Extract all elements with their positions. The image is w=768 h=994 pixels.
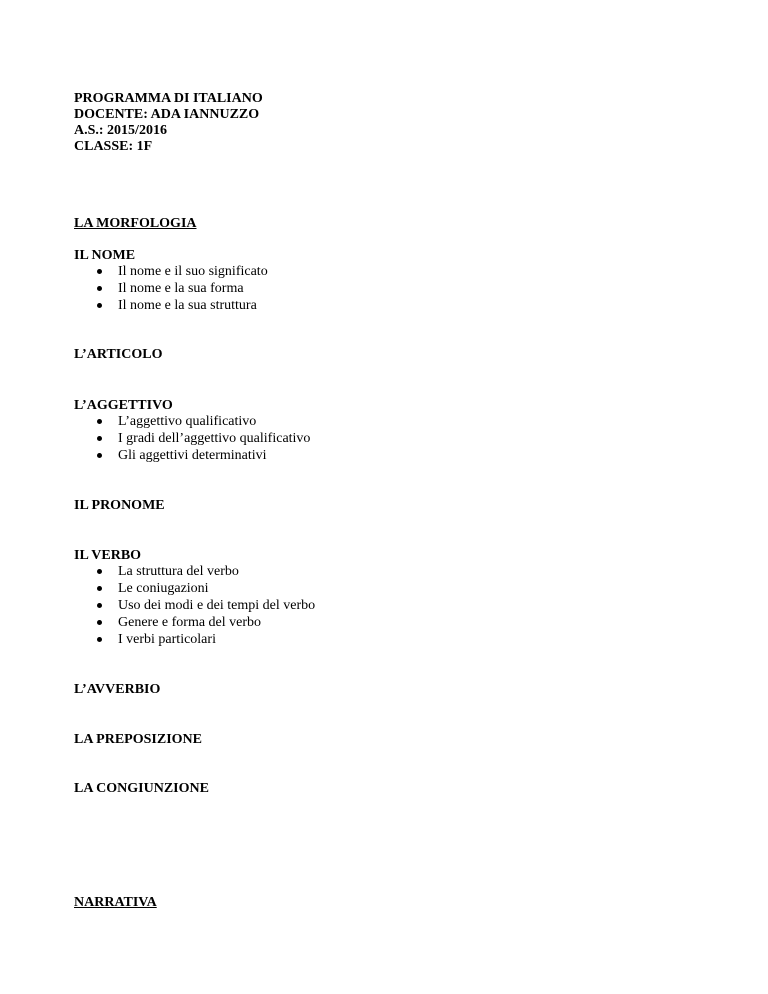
nome-list [90, 263, 268, 314]
bullet-icon [97, 637, 102, 642]
header-subject: PROGRAMMA DI ITALIANO [74, 91, 263, 106]
section-preposizione-title: LA PREPOSIZIONE [74, 732, 202, 747]
bullet-icon [97, 586, 102, 591]
bullet-icon [97, 269, 102, 274]
bullet-icon [97, 419, 102, 424]
list-item: I gradi dell’aggettivo qualificativo [90, 430, 310, 447]
header-teacher: DOCENTE: ADA IANNUZZO [74, 107, 260, 122]
bullet-icon [97, 569, 102, 574]
section-verbo-title: IL VERBO [74, 548, 142, 563]
list-item: Le coniugazioni [90, 580, 315, 597]
bullet-icon [97, 603, 102, 608]
section-morfologia-title: LA MORFOLOGIA [74, 216, 197, 231]
list-item: I verbi particolari [90, 631, 315, 648]
section-narrativa-title: NARRATIVA [74, 895, 157, 910]
list-item: L’aggettivo qualificativo [90, 413, 310, 430]
bullet-icon [97, 303, 102, 308]
header-school-year: A.S.: 2015/2016 [74, 123, 167, 138]
aggettivo-list [90, 413, 310, 464]
list-item: Uso dei modi e dei tempi del verbo [90, 597, 315, 614]
bullet-icon [97, 620, 102, 625]
bullet-icon [97, 436, 102, 441]
list-item: Il nome e la sua forma [90, 280, 268, 297]
list-item: Genere e forma del verbo [90, 614, 315, 631]
bullet-icon [97, 453, 102, 458]
list-item: Gli aggettivi determinativi [90, 447, 310, 464]
section-aggettivo-title: L’AGGETTIVO [74, 398, 173, 413]
verbo-list [90, 563, 315, 648]
header-class: CLASSE: 1F [74, 139, 153, 154]
bullet-icon [97, 286, 102, 291]
list-item: Il nome e il suo significato [90, 263, 268, 280]
section-nome-title: IL NOME [74, 248, 136, 263]
list-item: Il nome e la sua struttura [90, 297, 268, 314]
section-avverbio-title: L’AVVERBIO [74, 682, 161, 697]
list-item: La struttura del verbo [90, 563, 315, 580]
section-articolo-title: L’ARTICOLO [74, 347, 163, 362]
section-congiunzione-title: LA CONGIUNZIONE [74, 781, 209, 796]
section-pronome-title: IL PRONOME [74, 498, 165, 513]
